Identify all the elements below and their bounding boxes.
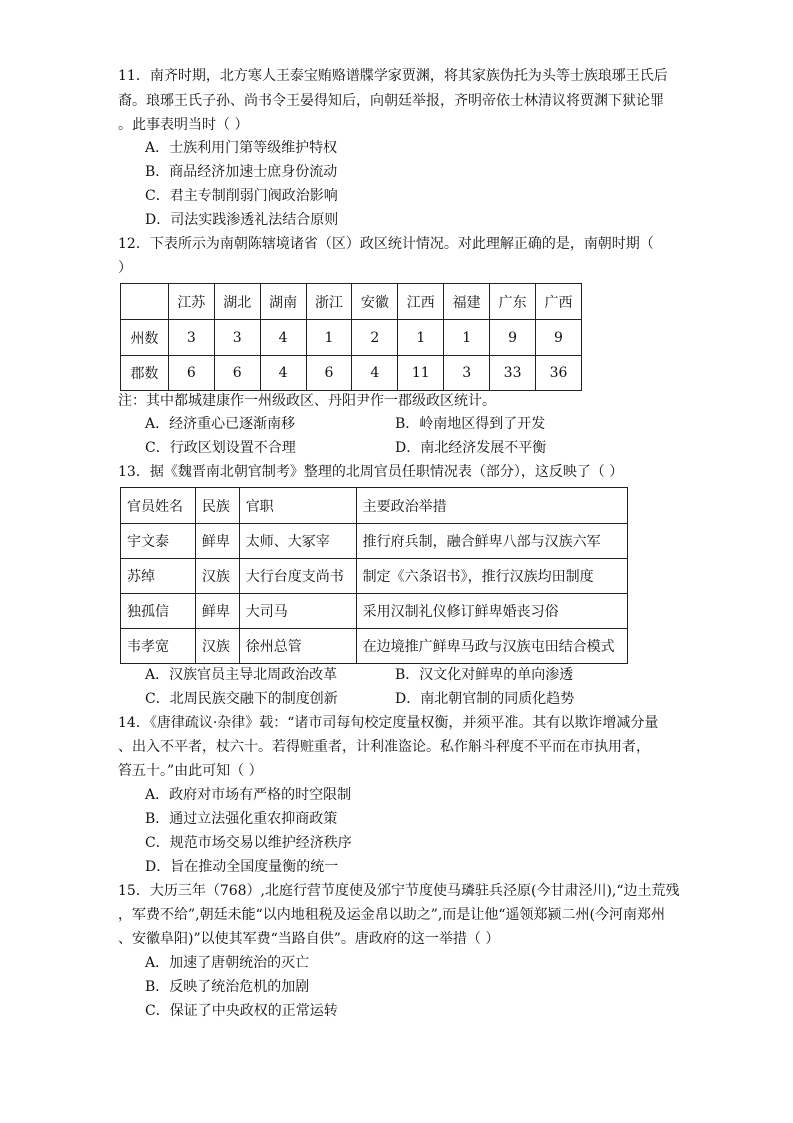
q13-cell: 汉族 — [195, 559, 239, 594]
q13-header-cell: 官职 — [239, 488, 356, 524]
q12-cell: 4 — [260, 320, 306, 356]
q14-option-c[interactable]: C．规范市场交易以维护经济秩序 — [145, 835, 352, 851]
q13-option-c[interactable]: C．北周民族交融下的制度创新 — [145, 691, 338, 707]
q12-header-cell: 广西 — [536, 284, 582, 320]
q12-cell: 1 — [306, 320, 352, 356]
q12-cell: 郡数 — [121, 356, 169, 391]
q12-option-c[interactable]: C．行政区划设置不合理 — [145, 440, 296, 456]
q15-option-b[interactable]: B．反映了统治危机的加剧 — [145, 979, 310, 995]
q13-cell: 制定《六条诏书》，推行汉族均田制度 — [356, 559, 627, 594]
q13-option-d[interactable]: D．南北朝官制的同质化趋势 — [395, 691, 575, 707]
q14-option-b[interactable]: B．通过立法强化重农抑商政策 — [145, 811, 338, 827]
q12-header-cell: 江苏 — [168, 284, 214, 320]
q12-cell: 3 — [444, 356, 490, 391]
q12-header-cell: 湖北 — [214, 284, 260, 320]
q13-option-a[interactable]: A．汉族官员主导北周政治改革 — [145, 667, 338, 683]
q12-cell: 6 — [168, 356, 214, 391]
q13-table-header-row — [121, 488, 628, 524]
q14-stem-line-1: 14．《唐律疏议·杂律》载：“诸市司每旬校定度量权衡，并须平准。其有以欺诈增减分量 — [118, 715, 659, 731]
q12-cell: 6 — [306, 356, 352, 391]
q13-official-table — [120, 487, 628, 664]
q13-cell: 太师、大冢宰 — [239, 524, 356, 559]
q13-cell: 在边境推广鲜卑马政与汉族屯田结合模式 — [356, 629, 627, 664]
q11-option-d[interactable]: D．司法实践渗透礼法结合原则 — [145, 212, 339, 228]
q14-option-d[interactable]: D．旨在推动全国度量衡的统一 — [145, 859, 339, 875]
q13-cell: 采用汉制礼仪修订鲜卑婚丧习俗 — [356, 594, 627, 629]
q13-cell: 推行府兵制，融合鲜卑八部与汉族六军 — [356, 524, 627, 559]
q12-cell: 11 — [398, 356, 444, 391]
q11-stem-line-1: 11．南齐时期，北方寒人王泰宝贿赂谱牒学家贾渊，将其家族伪托为头等士族琅琊王氏后 — [118, 68, 668, 84]
q15-stem-line-2: ，军费不给”,朝廷未能“以内地租税及运金帛以助之”,而是让他“遥领郑颍二州(今河南郑州 — [118, 907, 665, 923]
q12-header-cell: 浙江 — [306, 284, 352, 320]
table-row — [121, 594, 628, 629]
q13-header-cell: 民族 — [195, 488, 239, 524]
q12-header-cell: 安徽 — [352, 284, 398, 320]
q12-cell: 2 — [352, 320, 398, 356]
q12-option-d[interactable]: D．南北经济发展不平衡 — [395, 440, 547, 456]
q12-table-header-row — [121, 284, 582, 320]
q13-cell: 汉族 — [195, 629, 239, 664]
table-row — [121, 524, 628, 559]
q15-option-a[interactable]: A．加速了唐朝统治的灭亡 — [145, 955, 310, 971]
q14-stem-line-3: 笞五十。”由此可知（ ） — [118, 763, 263, 779]
q12-cell: 州数 — [121, 320, 169, 356]
q12-cell: 33 — [490, 356, 536, 391]
q11-option-b[interactable]: B．商品经济加速士庶身份流动 — [145, 164, 338, 180]
q12-cell: 36 — [536, 356, 582, 391]
q11-option-c[interactable]: C．君主专制削弱门阀政治影响 — [145, 188, 338, 204]
table-row — [121, 559, 628, 594]
q12-cell: 9 — [536, 320, 582, 356]
q12-option-a[interactable]: A．经济重心已逐渐南移 — [145, 416, 296, 432]
q12-header-cell: 福建 — [444, 284, 490, 320]
q12-header-cell: 湖南 — [260, 284, 306, 320]
q13-header-cell: 主要政治举措 — [356, 488, 627, 524]
table-row — [121, 320, 582, 356]
q15-option-c[interactable]: C．保证了中央政权的正常运转 — [145, 1003, 338, 1019]
q11-option-a[interactable]: A．士族利用门第等级维护特权 — [145, 140, 338, 156]
q15-stem-line-1: 15．大历三年（768）,北庭行营节度使及邠宁节度使马璘驻兵泾原(今甘肃泾川),“边土荒残 — [118, 883, 680, 899]
q11-stem-line-2: 裔。琅琊王氏子孙、尚书令王晏得知后，向朝廷举报，齐明帝依士林清议将贾渊下狱论罪 — [118, 93, 664, 109]
q13-stem-line-1: 13．据《魏晋南北朝官制考》整理的北周官员任职情况表（部分），这反映了（ ） — [118, 464, 624, 480]
q12-cell: 4 — [260, 356, 306, 391]
q12-cell: 1 — [398, 320, 444, 356]
q13-cell: 鲜卑 — [195, 594, 239, 629]
q13-cell: 大司马 — [239, 594, 356, 629]
q13-cell: 大行台度支尚书 — [239, 559, 356, 594]
q12-header-cell: 广东 — [490, 284, 536, 320]
q12-cell: 6 — [214, 356, 260, 391]
q14-stem-line-2: 、出入不平者，杖六十。若得赃重者，计利准盗论。私作斛斗秤度不平而在市执用者， — [118, 739, 650, 755]
q14-option-a[interactable]: A．政府对市场有严格的时空限制 — [145, 787, 352, 803]
q12-header-cell: 江西 — [398, 284, 444, 320]
q12-stem-line-1: 12．下表所示为南朝陈辖境诸省（区）政区统计情况。对此理解正确的是，南朝时期（ — [118, 236, 654, 252]
table-row — [121, 356, 582, 391]
q12-cell: 3 — [168, 320, 214, 356]
q12-cell: 4 — [352, 356, 398, 391]
q13-cell: 独孤信 — [121, 594, 196, 629]
q13-cell: 徐州总管 — [239, 629, 356, 664]
q12-cell: 9 — [490, 320, 536, 356]
q13-cell: 宇文泰 — [121, 524, 196, 559]
q13-cell: 苏绰 — [121, 559, 196, 594]
q13-cell: 韦孝宽 — [121, 629, 196, 664]
q12-cell: 1 — [444, 320, 490, 356]
q13-header-cell: 官员姓名 — [121, 488, 196, 524]
q12-header-cell — [121, 284, 169, 320]
q12-table-note: 注：其中都城建康作一州级政区、丹阳尹作一郡级政区统计。 — [118, 393, 496, 409]
q11-stem-line-3: 。此事表明当时（ ） — [118, 117, 249, 133]
q12-region-table — [120, 283, 582, 391]
q12-cell: 3 — [214, 320, 260, 356]
q15-stem-line-3: 、安徽阜阳)”以使其军费“当路自供”。唐政府的这一举措（ ） — [118, 931, 500, 947]
q12-option-b[interactable]: B．岭南地区得到了开发 — [395, 416, 546, 432]
q13-cell: 鲜卑 — [195, 524, 239, 559]
q13-option-b[interactable]: B．汉文化对鲜卑的单向渗透 — [395, 667, 574, 683]
table-row — [121, 629, 628, 664]
q12-stem-line-2: ） — [118, 260, 132, 276]
